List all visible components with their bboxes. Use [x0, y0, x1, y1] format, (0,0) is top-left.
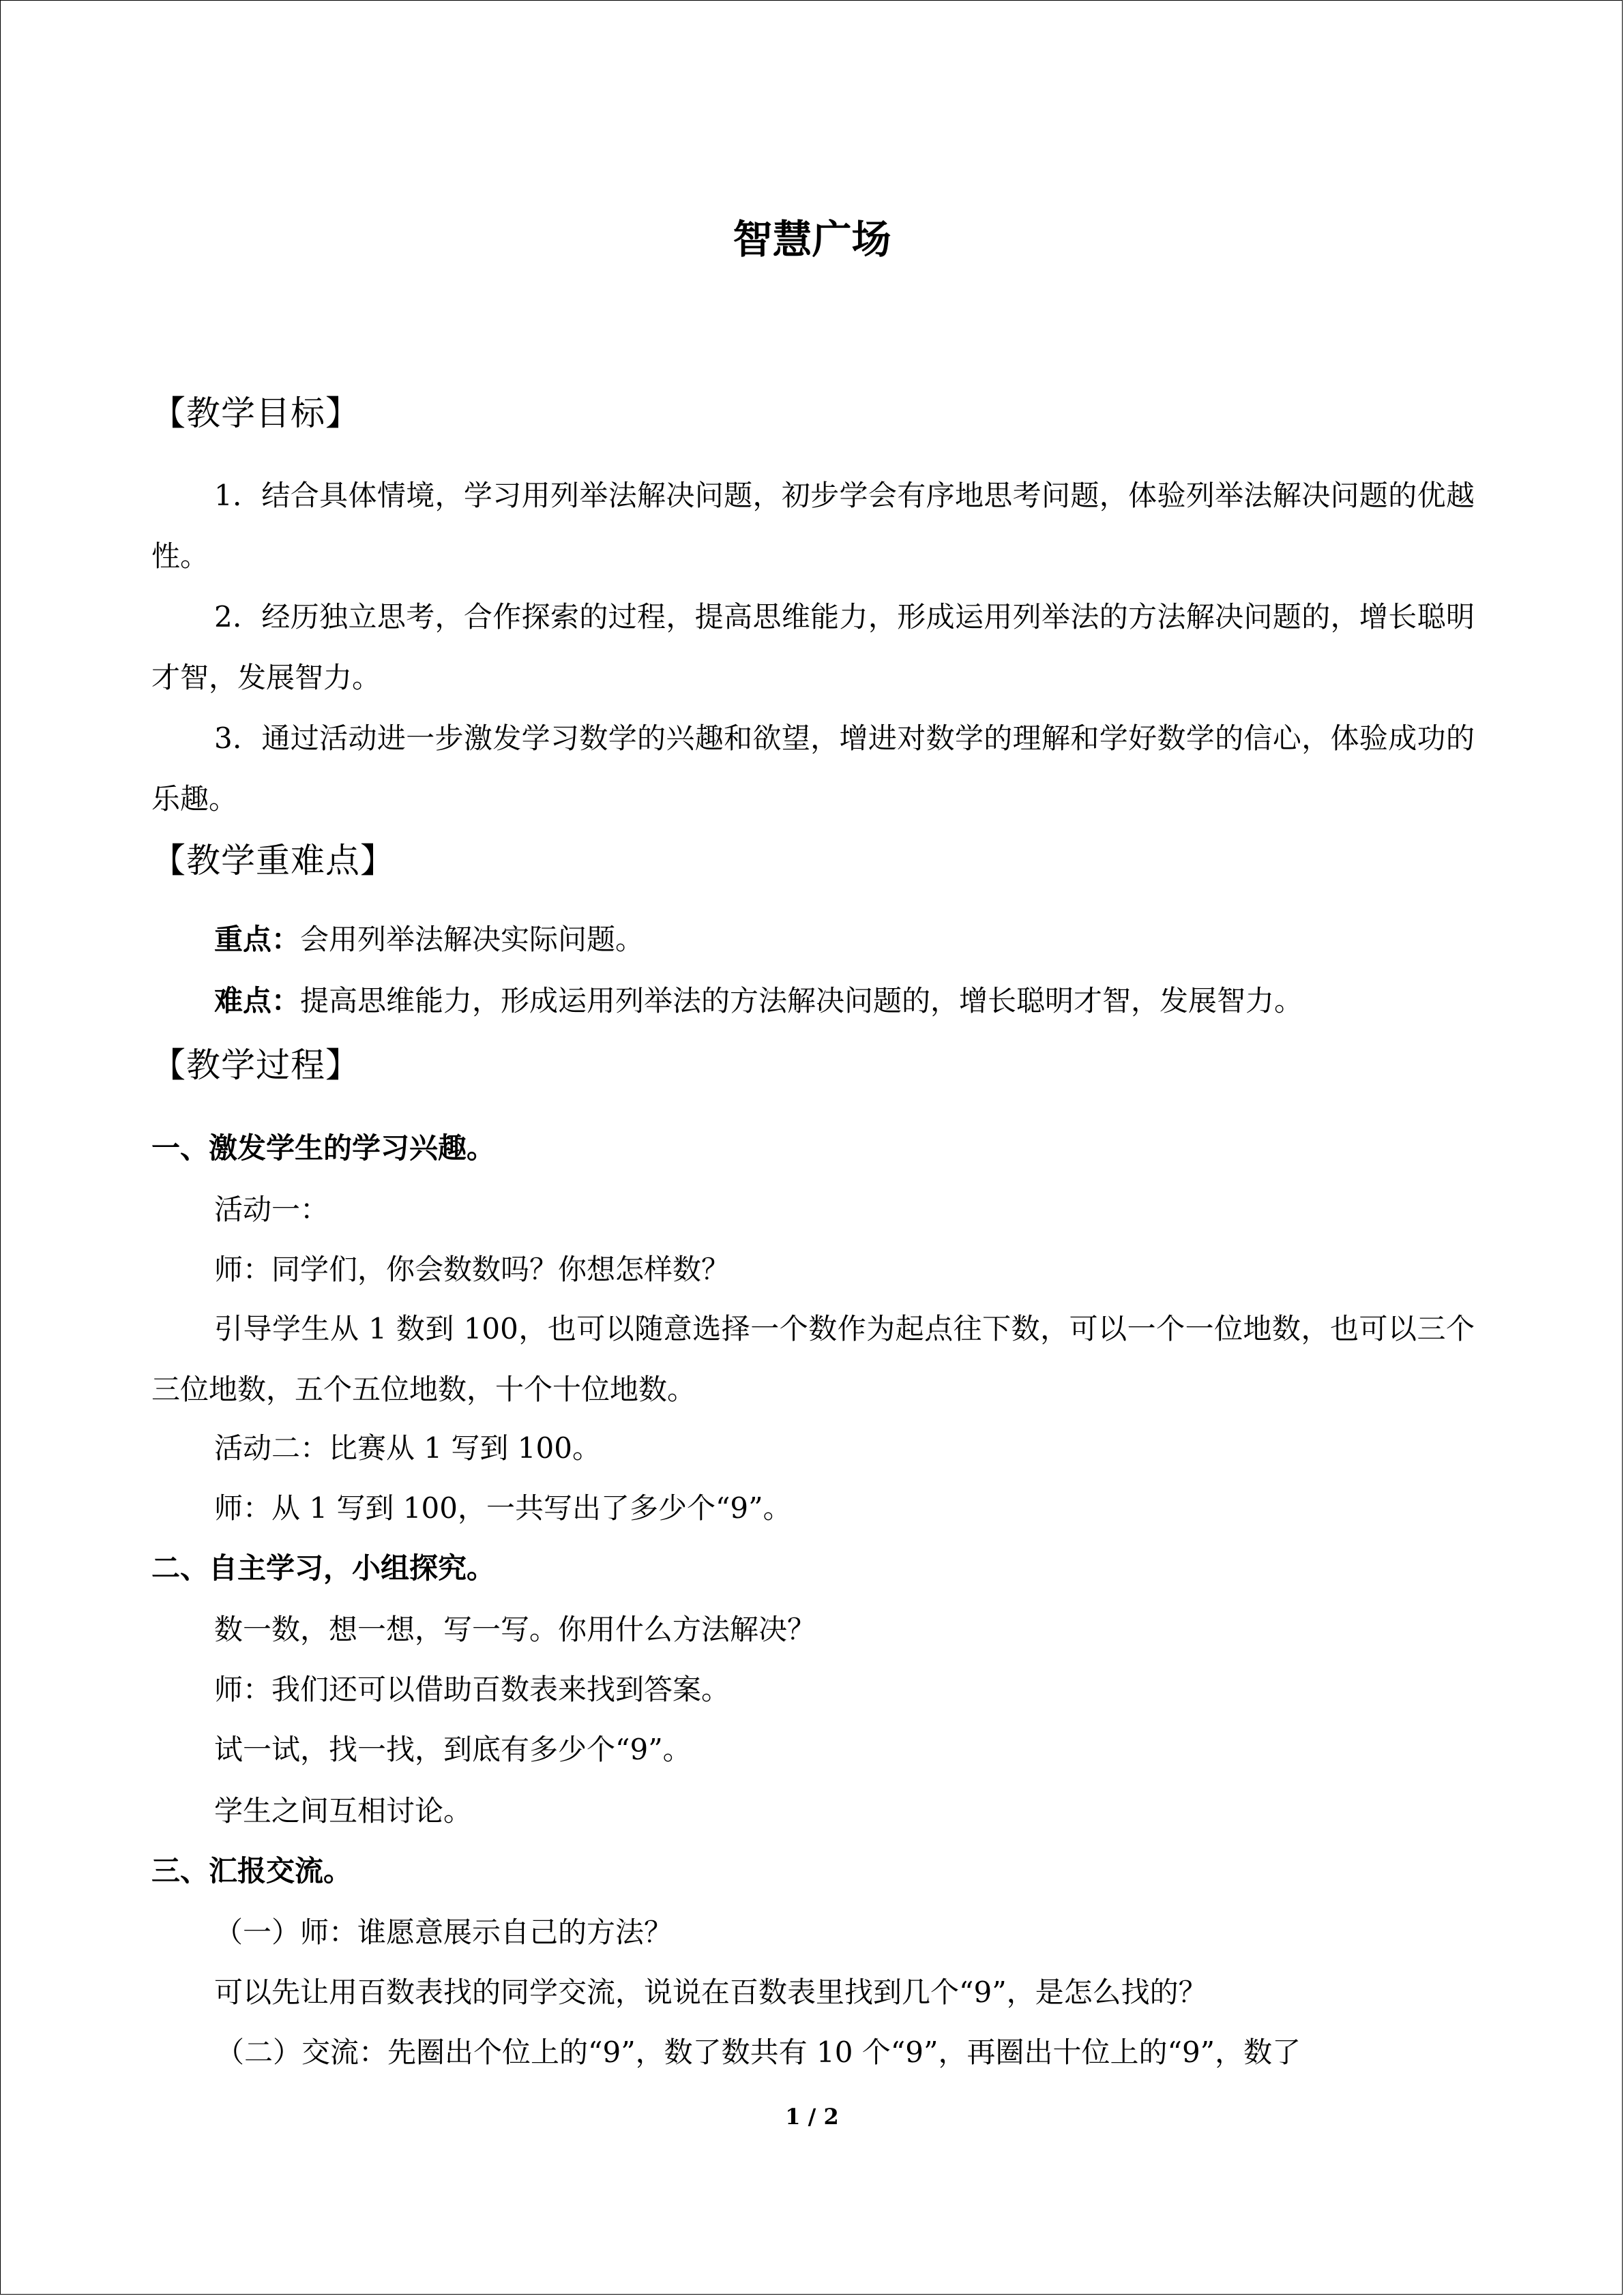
key-points-heading: 【教学重难点】	[151, 841, 395, 880]
focus-line	[214, 921, 644, 959]
part2-line-3: 试一试，找一找，到底有多少个“9”。	[214, 1733, 692, 1766]
part2-line-4: 学生之间互相讨论。	[214, 1794, 473, 1828]
goals-heading: 【教学目标】	[151, 393, 360, 433]
activity1-line: 活动一：	[214, 1193, 329, 1226]
part2-line-2: 师：我们还可以借助百数表来找到答案。	[214, 1673, 730, 1706]
activity2-line: 活动二：比赛从 1 写到 100。	[214, 1431, 601, 1465]
goal-item-3: 3．通过活动进一步激发学习数学的兴趣和欲望，增进对数学的理解和学好数学的信心，体验成功的乐趣。	[151, 721, 1475, 816]
teacher-question-1: 师：同学们，你会数数吗？你想怎样数？	[214, 1253, 730, 1286]
difficulty-label: 难点：	[214, 984, 301, 1017]
page-number: 1 / 2	[785, 2104, 839, 2130]
guide-paragraph: 引导学生从 1 数到 100，也可以随意选择一个数作为起点往下数，可以一个一位地数，也可以三个三位地数，五个五位地数，十个十位地数。	[151, 1312, 1475, 1406]
part2-heading: 二、自主学习，小组探究。	[151, 1551, 496, 1585]
focus-text: 会用列举法解决实际问题。	[300, 923, 645, 956]
part3-line-3: （二）交流：先圈出个位上的“9”，数了数共有 10 个“9”，再圈出十位上的“9”，数了	[216, 2036, 1301, 2069]
difficulty-text: 提高思维能力，形成运用列举法的方法解决问题的，增长聪明才智，发展智力。	[300, 984, 1303, 1017]
part3-heading: 三、汇报交流。	[151, 1854, 353, 1888]
part3-line-2: 可以先让用百数表找的同学交流，说说在百数表里找到几个“9”，是怎么找的？	[214, 1976, 1207, 2009]
part2-line-1: 数一数，想一想，写一写。你用什么方法解决？	[214, 1613, 816, 1646]
goal-item-2: 2．经历独立思考，合作探索的过程，提高思维能力，形成运用列举法的方法解决问题的，增长聪明才智，发展智力。	[151, 600, 1475, 694]
process-heading: 【教学过程】	[151, 1045, 360, 1085]
focus-label: 重点：	[214, 923, 301, 956]
part1-heading: 一、激发学生的学习兴趣。	[151, 1131, 496, 1165]
difficulty-line	[214, 982, 1303, 1020]
teacher-question-2: 师：从 1 写到 100，一共写出了多少个“9”。	[214, 1491, 792, 1525]
goal-item-1: 1．结合具体情境，学习用列举法解决问题，初步学会有序地思考问题，体验列举法解决问题的优越性。	[151, 479, 1475, 573]
part3-line-1: （一）师：谁愿意展示自己的方法？	[214, 1915, 673, 1949]
page-title: 智慧广场	[733, 216, 891, 263]
